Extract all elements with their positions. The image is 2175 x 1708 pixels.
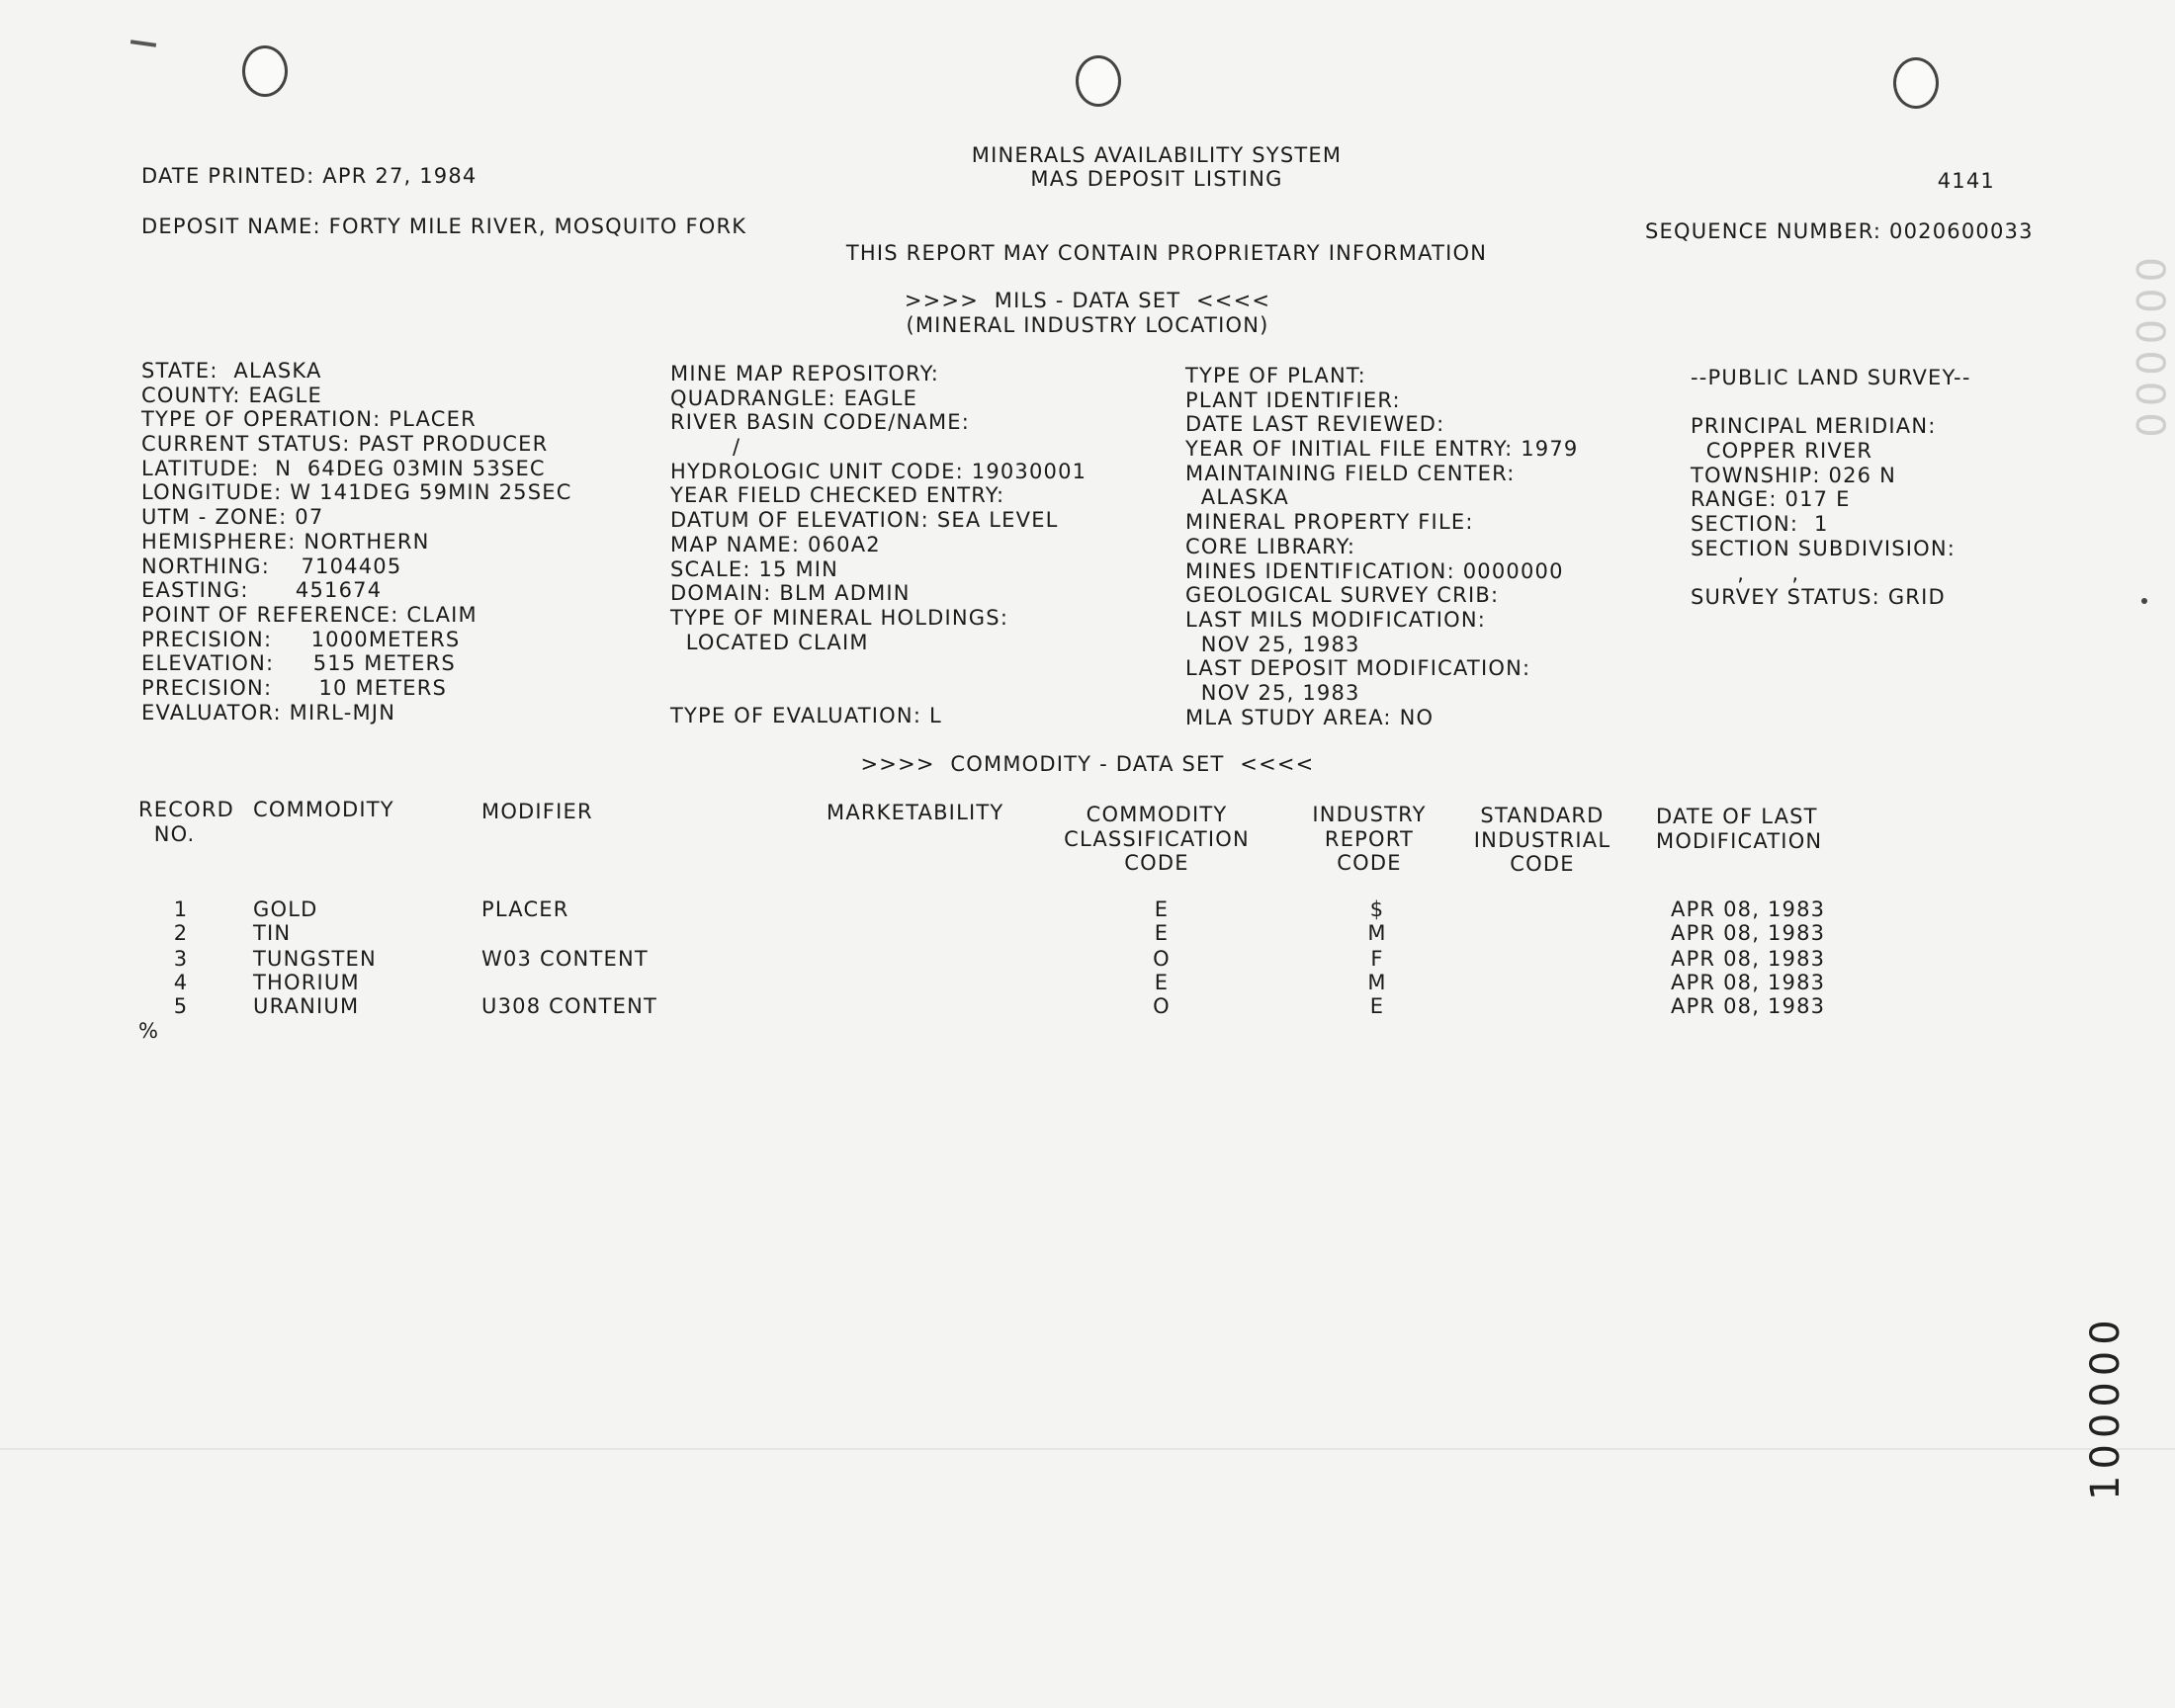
field-line: CURRENT STATUS: PAST PRODUCER: [141, 432, 549, 457]
modification-date: APR 08, 1983: [1671, 921, 1826, 946]
record-number: 2: [173, 921, 189, 946]
deposit-name: DEPOSIT NAME: FORTY MILE RIVER, MOSQUITO FORK: [141, 214, 747, 238]
field-line: DATE LAST REVIEWED:: [1185, 412, 1445, 437]
table-row: [0, 971, 2175, 994]
commodity-name: THORIUM: [253, 970, 360, 994]
date-printed: DATE PRINTED: APR 27, 1984: [141, 164, 478, 188]
punch-hole-center: [1076, 55, 1121, 107]
field-line: DATUM OF ELEVATION: SEA LEVEL: [670, 508, 1059, 533]
header-commodity: COMMODITY: [253, 798, 394, 821]
field-line: ALASKA: [1185, 485, 1289, 510]
industry-report-code: E: [1369, 994, 1385, 1019]
classification-code: E: [1154, 897, 1170, 921]
commodity-modifier: PLACER: [481, 897, 569, 921]
modification-date: APR 08, 1983: [1671, 994, 1826, 1019]
field-line: EASTING: 451674: [141, 578, 383, 603]
field-line: RANGE: 017 E: [1691, 487, 1851, 512]
public-land-survey-block: [1691, 366, 1971, 610]
record-number: 1: [173, 897, 189, 921]
mils-location-block: [141, 359, 572, 725]
commodity-name: GOLD: [253, 897, 318, 921]
modification-date: APR 08, 1983: [1671, 897, 1826, 921]
field-line: PRECISION: 1000METERS: [141, 627, 461, 651]
field-line: [670, 679, 1087, 704]
header-marketability: MARKETABILITY: [826, 801, 1004, 824]
field-line: COUNTY: EAGLE: [141, 383, 322, 407]
field-line: POINT OF REFERENCE: CLAIM: [141, 602, 478, 627]
modification-date: APR 08, 1983: [1671, 970, 1826, 994]
field-line: MINERAL PROPERTY FILE:: [1185, 510, 1474, 535]
record-number: 4: [173, 970, 189, 994]
field-line: GEOLOGICAL SURVEY CRIB:: [1185, 583, 1500, 608]
punch-hole-right: [1893, 57, 1939, 109]
page-number: 4141: [1937, 169, 1995, 193]
field-line: MINES IDENTIFICATION: 0000000: [1185, 558, 1564, 583]
field-line: NOV 25, 1983: [1185, 632, 1360, 656]
record-number: 5: [173, 994, 189, 1019]
field-line: RIVER BASIN CODE/NAME:: [670, 410, 971, 435]
classification-code: O: [1153, 946, 1171, 971]
field-line: ELEVATION: 515 METERS: [141, 651, 456, 676]
field-line: MINE MAP REPOSITORY:: [670, 362, 940, 385]
field-line: UTM - ZONE: 07: [141, 505, 324, 530]
field-line: MLA STUDY AREA: NO: [1185, 705, 1435, 729]
field-line: EVALUATOR: MIRL-MJN: [141, 700, 396, 725]
commodity-name: URANIUM: [253, 994, 360, 1019]
header-industry-report-code: INDUSTRY REPORT CODE: [1312, 803, 1427, 875]
field-line: SURVEY STATUS: GRID: [1691, 585, 1946, 610]
system-title: MINERALS AVAILABILITY SYSTEM: [971, 143, 1343, 167]
header-modifier: MODIFIER: [481, 800, 593, 823]
field-line: TOWNSHIP: 026 N: [1691, 463, 1897, 487]
table-row: [0, 947, 2175, 971]
field-line: YEAR OF INITIAL FILE ENTRY: 1979: [1185, 437, 1579, 462]
industry-report-code: M: [1367, 970, 1387, 994]
table-row: [0, 921, 2175, 945]
field-line: LAST MILS MODIFICATION:: [1185, 607, 1487, 632]
punch-hole-left: [242, 45, 288, 97]
field-line: YEAR FIELD CHECKED ENTRY:: [670, 483, 1005, 508]
record-number: 3: [173, 946, 189, 971]
mils-map-block: [670, 362, 1087, 727]
field-line: TYPE OF MINERAL HOLDINGS:: [670, 605, 1009, 630]
table-row: [0, 897, 2175, 921]
field-line: HEMISPHERE: NORTHERN: [141, 529, 430, 554]
frame-number: 100000: [2083, 1314, 2129, 1500]
faint-side-number: 000000: [2127, 257, 2172, 444]
field-line: SECTION: 1: [1691, 512, 1829, 537]
commodity-name: TIN: [253, 921, 292, 946]
field-line: NOV 25, 1983: [1185, 680, 1360, 705]
field-line: LOCATED CLAIM: [670, 630, 869, 654]
mils-section-subtitle: (MINERAL INDUSTRY LOCATION): [906, 313, 1269, 337]
end-marker: %: [138, 1019, 160, 1043]
table-row: [0, 994, 2175, 1018]
industry-report-code: F: [1370, 946, 1384, 971]
scan-mark: [130, 40, 156, 47]
header-date-of-last-modification: DATE OF LAST MODIFICATION: [1656, 805, 1823, 853]
commodity-name: TUNGSTEN: [253, 946, 377, 971]
classification-code: O: [1153, 994, 1171, 1019]
field-line: NORTHING: 7104405: [141, 554, 402, 578]
field-line: LONGITUDE: W 141DEG 59MIN 25SEC: [141, 480, 572, 505]
field-line: CORE LIBRARY:: [1185, 534, 1356, 558]
field-line: [1691, 390, 1971, 415]
field-line: TYPE OF EVALUATION: L: [670, 703, 942, 727]
field-line: LATITUDE: N 64DEG 03MIN 53SEC: [141, 456, 546, 480]
proprietary-notice: THIS REPORT MAY CONTAIN PROPRIETARY INFORMATION: [845, 241, 1488, 265]
field-line: /: [670, 435, 741, 460]
field-line: TYPE OF PLANT:: [1185, 364, 1366, 387]
field-line: PRINCIPAL MERIDIAN:: [1691, 414, 1937, 439]
field-line: COPPER RIVER: [1691, 439, 1873, 464]
commodity-modifier: U308 CONTENT: [481, 994, 658, 1019]
field-line: PRECISION: 10 METERS: [141, 675, 448, 700]
field-line: MAINTAINING FIELD CENTER:: [1185, 461, 1516, 485]
field-line: SCALE: 15 MIN: [670, 556, 839, 581]
header-commodity-classification-code: COMMODITY CLASSIFICATION CODE: [1064, 803, 1250, 875]
field-line: HYDROLOGIC UNIT CODE: 19030001: [670, 459, 1088, 483]
field-line: SECTION SUBDIVISION:: [1691, 536, 1957, 560]
commodity-section-title: >>>> COMMODITY - DATA SET <<<<: [860, 752, 1315, 776]
field-line: PLANT IDENTIFIER:: [1185, 387, 1401, 412]
field-line: MAP NAME: 060A2: [670, 532, 881, 556]
mils-section-title: >>>> MILS - DATA SET <<<<: [904, 289, 1271, 312]
industry-report-code: $: [1369, 897, 1385, 921]
field-line: LAST DEPOSIT MODIFICATION:: [1185, 656, 1531, 681]
header-standard-industrial-code: STANDARD INDUSTRIAL CODE: [1473, 804, 1611, 876]
ink-dot: [2141, 598, 2147, 604]
header-record-no: RECORD NO.: [138, 798, 235, 846]
classification-code: E: [1154, 921, 1170, 946]
commodity-modifier: W03 CONTENT: [481, 946, 649, 971]
field-line: STATE: ALASKA: [141, 359, 322, 383]
modification-date: APR 08, 1983: [1671, 946, 1826, 971]
field-line: --PUBLIC LAND SURVEY--: [1691, 366, 1971, 389]
field-line: DOMAIN: BLM ADMIN: [670, 581, 911, 606]
field-line: QUADRANGLE: EAGLE: [670, 385, 918, 410]
listing-title: MAS DEPOSIT LISTING: [1030, 167, 1283, 191]
field-line: TYPE OF OPERATION: PLACER: [141, 407, 477, 432]
classification-code: E: [1154, 970, 1170, 994]
sequence-number: SEQUENCE NUMBER: 0020600033: [1645, 219, 2034, 243]
mils-file-block: [1185, 364, 1578, 729]
field-line: , ,: [1691, 560, 1800, 585]
field-line: [670, 654, 1087, 679]
industry-report-code: M: [1367, 921, 1387, 946]
